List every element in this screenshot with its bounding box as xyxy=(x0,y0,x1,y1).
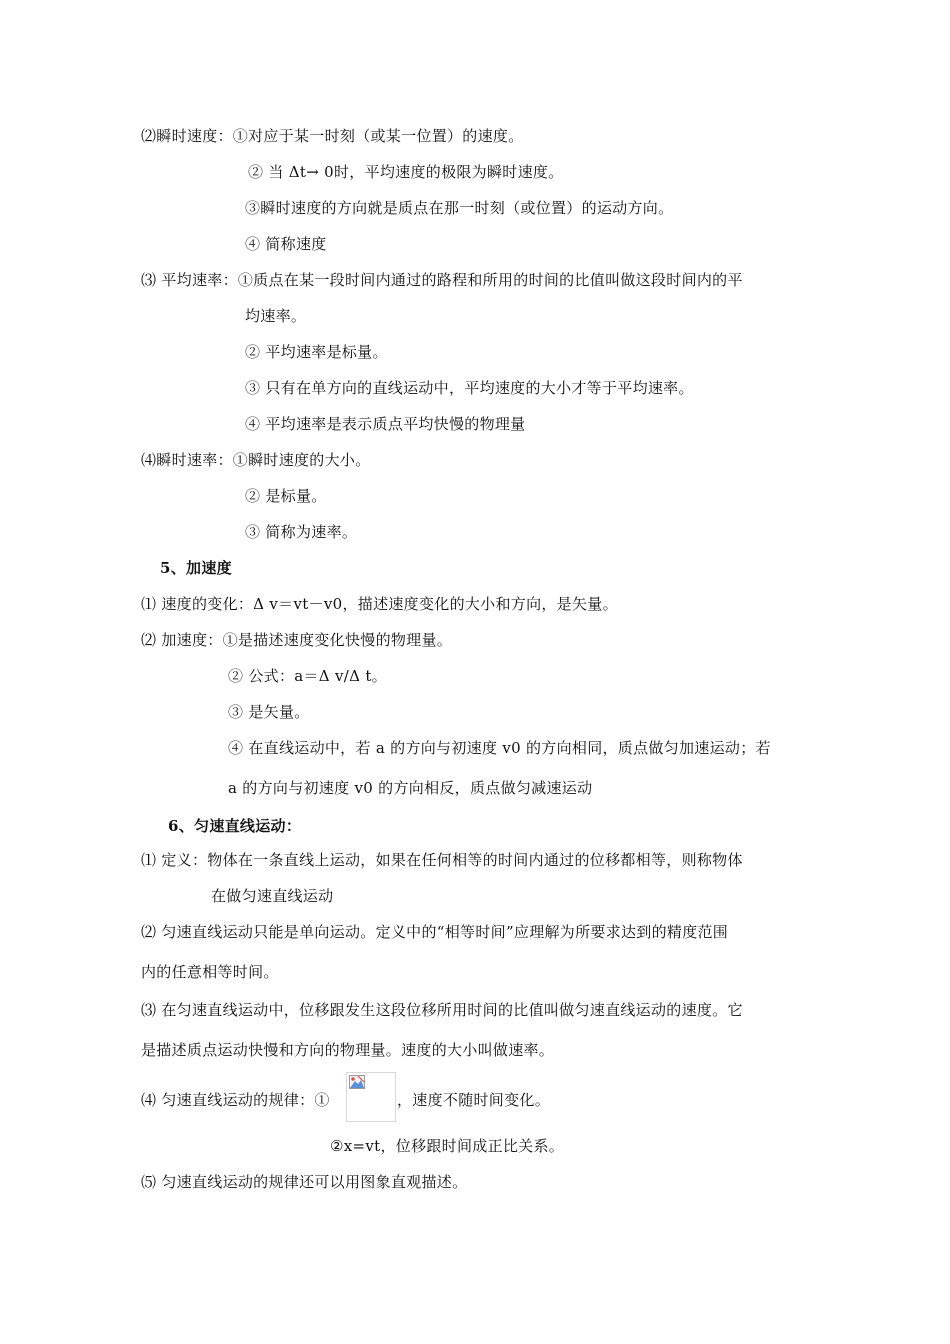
acceleration-line-4: ③ 是矢量。 xyxy=(228,703,310,721)
uniform-motion-line-5: ⑶ 在匀速直线运动中，位移跟发生这段位移所用时间的比值叫做匀速直线运动的速度。它 xyxy=(141,1001,743,1019)
uniform-motion-line-1: ⑴ 定义：物体在一条直线上运动，如果在任何相等的时间内通过的位移都相等，则称物体 xyxy=(141,851,743,869)
broken-formula-image xyxy=(346,1072,396,1122)
uniform-motion-line-4: 内的任意相等时间。 xyxy=(141,963,279,981)
uniform-motion-line-6: 是描述质点运动快慢和方向的物理量。速度的大小叫做速率。 xyxy=(141,1041,555,1059)
acceleration-line-2: ⑵ 加速度：①是描述速度变化快慢的物理量。 xyxy=(141,631,453,649)
uniform-motion-line-3: ⑵ 匀速直线运动只能是单向运动。定义中的“相等时间”应理解为所要求达到的精度范围 xyxy=(141,923,729,941)
average-speed-line-5: ④ 平均速率是表示质点平均快慢的物理量 xyxy=(245,415,526,433)
acceleration-line-1: ⑴ 速度的变化：Δ v＝vt－v0，描述速度变化的大小和方向，是矢量。 xyxy=(141,595,618,613)
instantaneous-speed-line-3: ③ 简称为速率。 xyxy=(245,523,358,541)
average-speed-line-4: ③ 只有在单方向的直线运动中，平均速度的大小才等于平均速率。 xyxy=(245,379,694,397)
acceleration-line-3: ② 公式：a＝Δ v/Δ t。 xyxy=(228,667,387,685)
acceleration-line-5: ④ 在直线运动中，若 a 的方向与初速度 v0 的方向相同，质点做匀加速运动；若 xyxy=(228,739,771,757)
uniform-motion-rule-label: ⑷ 匀速直线运动的规律：① xyxy=(141,1091,330,1109)
uniform-motion-rule-text: ，速度不随时间变化。 xyxy=(397,1091,551,1109)
uniform-motion-rule-2: ②x=vt，位移跟时间成正比关系。 xyxy=(330,1137,565,1155)
average-speed-line-1: ⑶ 平均速率：①质点在某一段时间内通过的路程和所用的时间的比值叫做这段时间内的平 xyxy=(141,271,743,289)
average-speed-line-3: ② 平均速率是标量。 xyxy=(245,343,388,361)
instantaneous-velocity-line-3: ③瞬时速度的方向就是质点在那一时刻（或位置）的运动方向。 xyxy=(245,199,674,217)
instantaneous-speed-line-1: ⑷瞬时速率：①瞬时速度的大小。 xyxy=(141,451,371,469)
average-speed-line-2: 均速率。 xyxy=(245,307,307,325)
uniform-motion-line-7: ⑸ 匀速直线运动的规律还可以用图象直观描述。 xyxy=(141,1173,468,1191)
instantaneous-velocity-line-1: ⑵瞬时速度：①对应于某一时刻（或某一位置）的速度。 xyxy=(141,127,524,145)
instantaneous-velocity-line-4: ④ 简称速度 xyxy=(245,235,327,253)
broken-image-icon xyxy=(349,1075,365,1089)
instantaneous-speed-line-2: ② 是标量。 xyxy=(245,487,327,505)
section-heading-acceleration: 5、加速度 xyxy=(160,559,232,577)
uniform-motion-line-2: 在做匀速直线运动 xyxy=(211,887,334,905)
acceleration-line-6: a 的方向与初速度 v0 的方向相反，质点做匀减速运动 xyxy=(228,779,593,797)
instantaneous-velocity-line-2: ② 当 Δt→ 0时，平均速度的极限为瞬时速度。 xyxy=(248,163,564,181)
section-heading-uniform-motion: 6、匀速直线运动： xyxy=(168,817,302,835)
